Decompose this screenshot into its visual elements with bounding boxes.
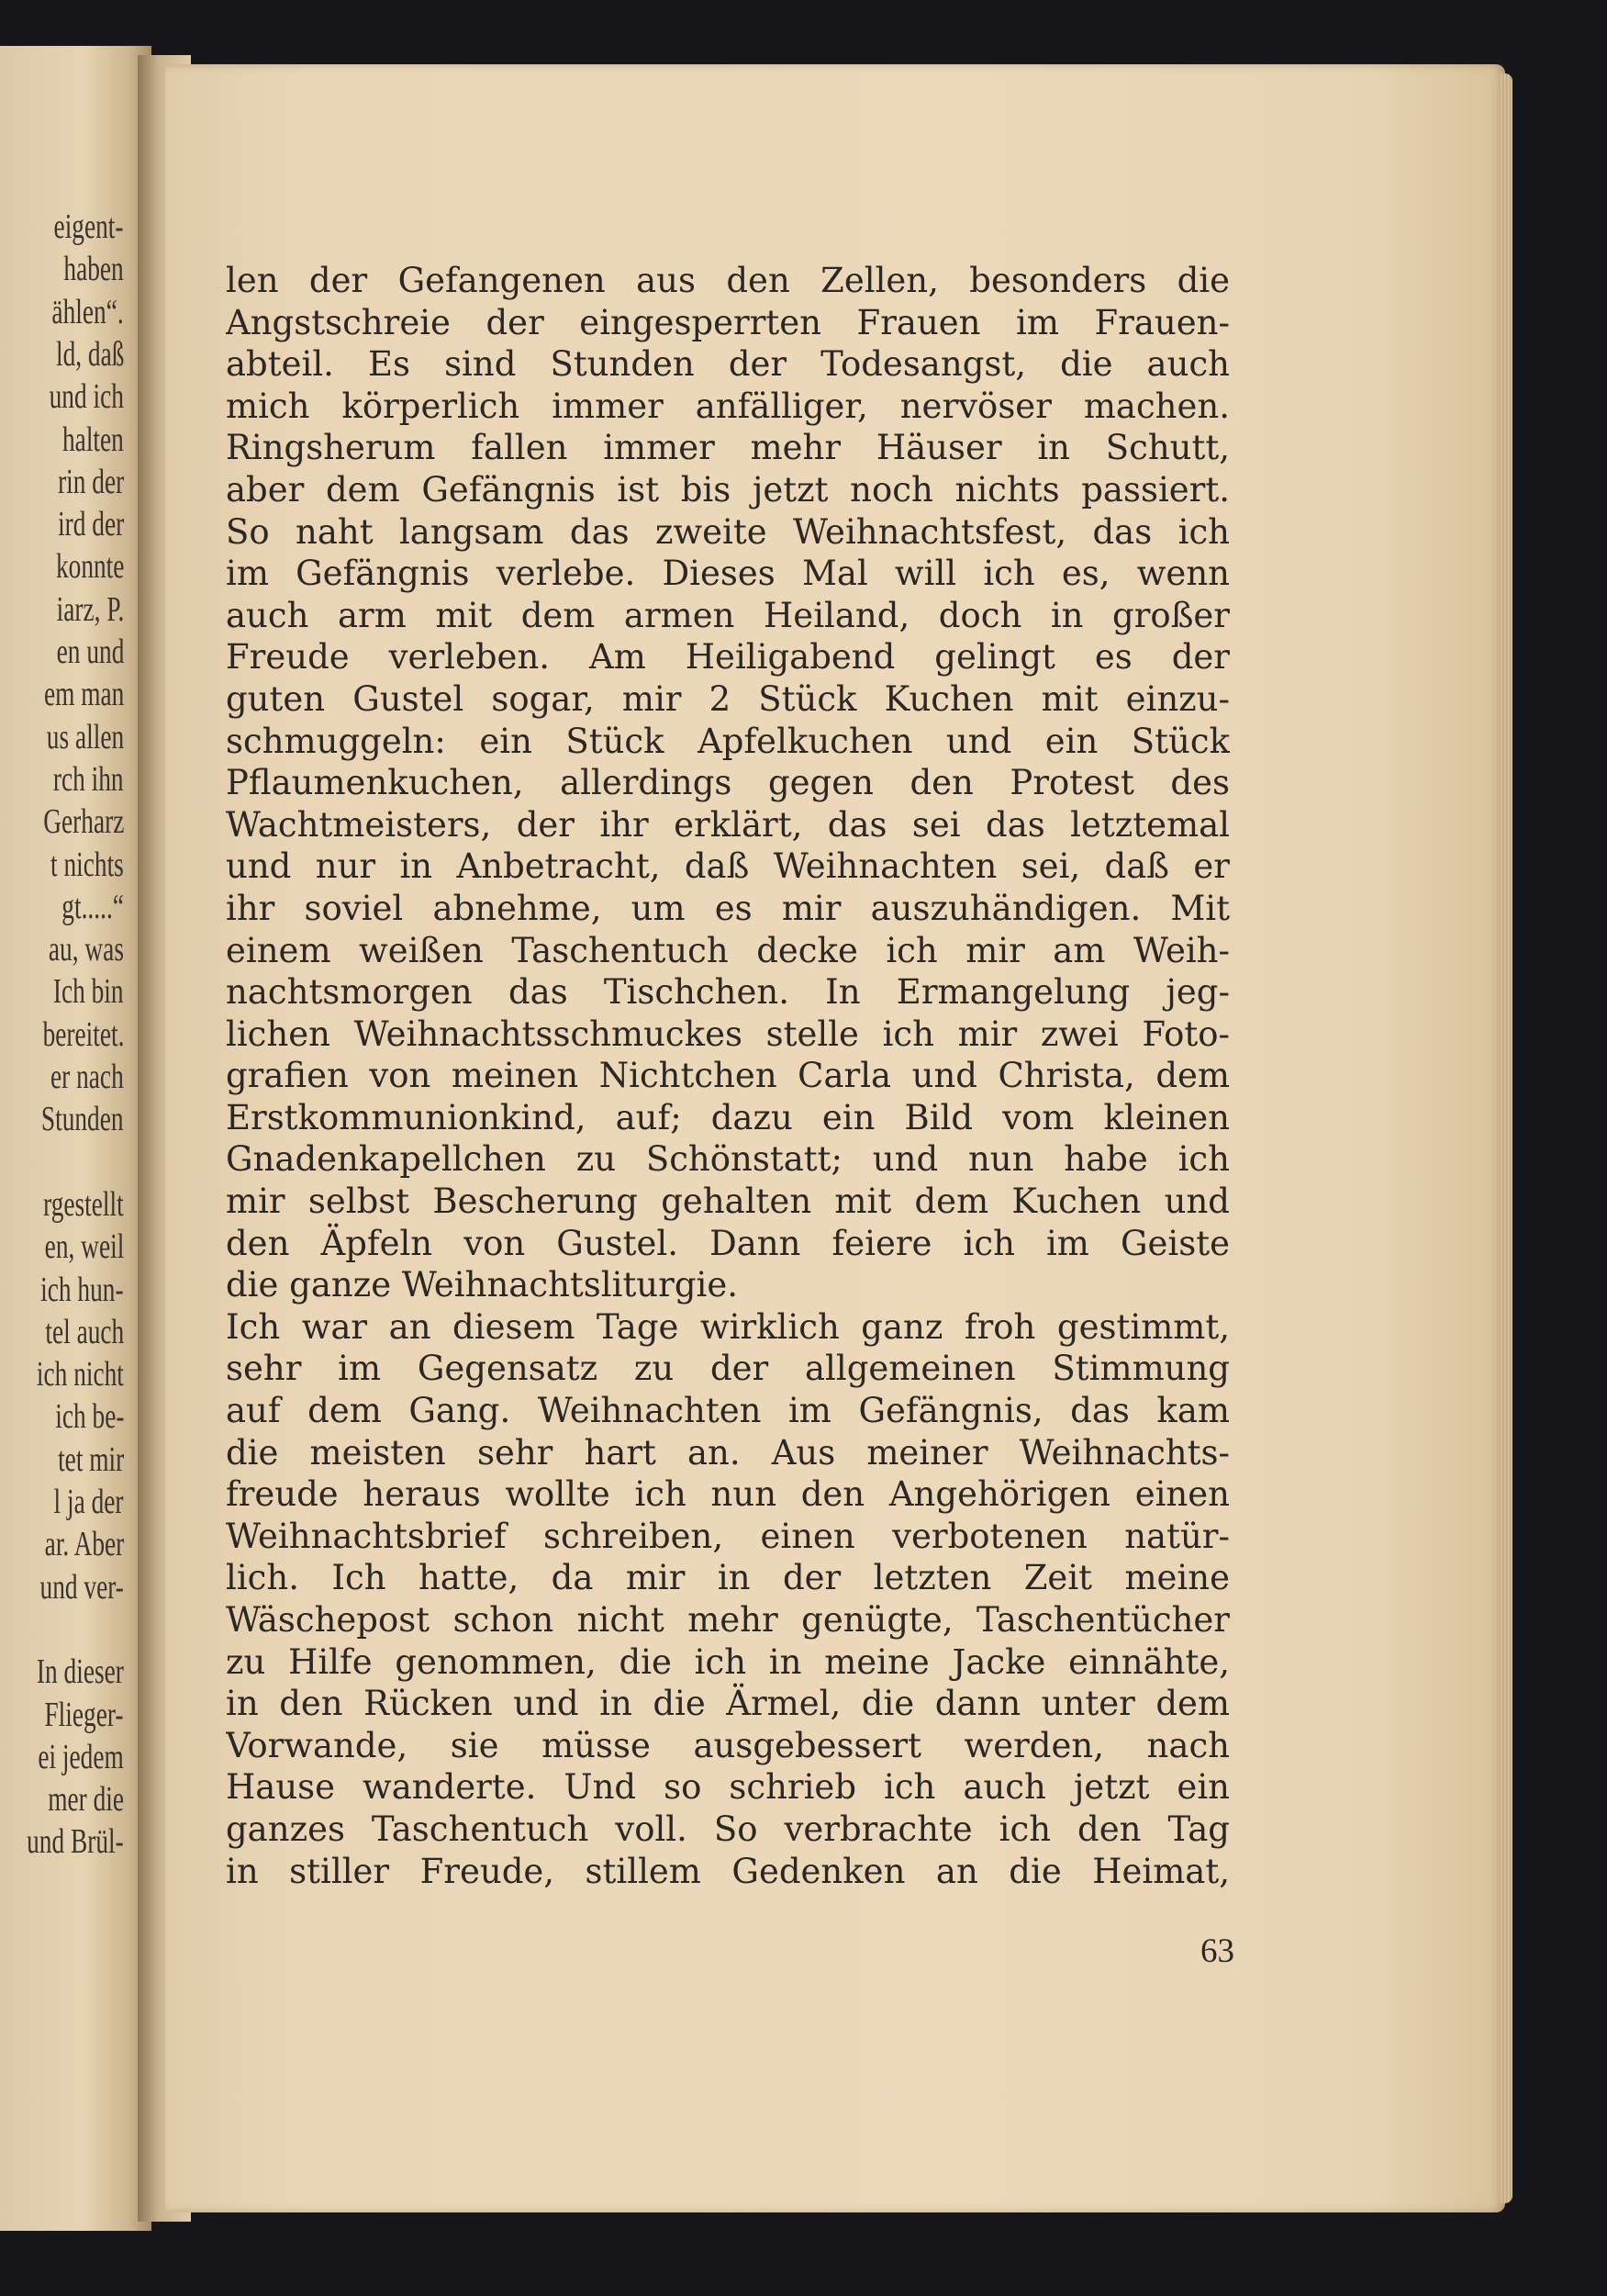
text-line: Ich war an diesem Tage wirklich ganz froh gestimmt, <box>226 1306 1230 1347</box>
facing-page-text-line: halten <box>62 420 124 459</box>
facing-page-text-line: ei jedem <box>38 1737 124 1776</box>
facing-page-text-line: ich hun- <box>40 1270 124 1309</box>
text-line: grafien von meinen Nichtchen Carla und Christa, dem <box>226 1056 1230 1096</box>
text-line: sehr im Gegensatz zu der allgemeinen Stimmung <box>226 1349 1230 1389</box>
facing-page-text-line: In dieser <box>37 1652 124 1692</box>
text-line: lich. Ich hatte, da mir in der letzten Zeit meine <box>226 1558 1230 1598</box>
text-line: Pflaumenkuchen, allerdings gegen den Protest des <box>226 763 1230 803</box>
facing-page-text-line: Stunden <box>41 1100 124 1139</box>
text-line: ganzes Taschentuch voll. So verbrachte ich den Tag <box>226 1809 1230 1849</box>
facing-page-text-line: rin der <box>57 462 124 501</box>
text-line: Wachtmeisters, der ihr erklärt, das sei das letztemal <box>226 804 1230 845</box>
text-line: len der Gefangenen aus den Zellen, besonders die <box>226 261 1230 300</box>
facing-page-text-line: haben <box>63 250 124 289</box>
facing-page-text-line: em man <box>43 675 124 714</box>
text-line: guten Gustel sogar, mir 2 Stück Kuchen mit einzu- <box>226 678 1230 719</box>
text-line: und nur in Anbetracht, daß Weihnachten sei, daß er <box>226 846 1230 887</box>
text-line: auch arm mit dem armen Heiland, doch in großer <box>226 595 1230 635</box>
text-line: die ganze Weihnachtsliturgie. <box>226 1265 738 1305</box>
text-line: in den Rücken und in die Ärmel, die dann unter dem <box>226 1684 1230 1724</box>
facing-page-text-line: rch ihn <box>53 759 124 799</box>
text-line: schmuggeln: ein Stück Apfelkuchen und ein Stück <box>226 721 1230 761</box>
facing-page-text-line: au, was <box>48 930 124 969</box>
page-number: 63 <box>1200 1932 1234 1970</box>
text-line: auf dem Gang. Weihnachten im Gefängnis, das kam <box>226 1391 1230 1431</box>
text-line: zu Hilfe genommen, die ich in meine Jacke einnähte, <box>226 1641 1230 1682</box>
facing-page-text-line: und ver- <box>39 1567 124 1607</box>
facing-page-text-line: ld, daß <box>55 334 124 374</box>
facing-page-text-line: ich nicht <box>37 1355 124 1394</box>
text-line: Wäschepost schon nicht mehr genügte, Taschentücher <box>226 1600 1230 1640</box>
facing-page-text-line: ich be- <box>54 1397 124 1437</box>
facing-page-text-line: us allen <box>46 717 124 756</box>
facing-page-text-line: eigent- <box>54 207 124 246</box>
facing-page-text-line: und Brül- <box>27 1822 124 1862</box>
facing-page-text-line: tel auch <box>45 1312 124 1351</box>
text-line: Angstschreie der eingesperrten Frauen im Frauen- <box>226 302 1230 342</box>
facing-page-text-line: rgestellt <box>43 1184 124 1224</box>
body-text <box>226 260 1230 1892</box>
text-line: Vorwande, sie müsse ausgebessert werden, nach <box>226 1725 1230 1765</box>
page-edge <box>1498 73 1512 2203</box>
facing-page-text-line: tet mir <box>57 1439 124 1479</box>
text-line: ihr soviel abnehme, um es mir auszuhändigen. Mit <box>226 888 1230 928</box>
facing-page-text-line: und ich <box>49 377 124 417</box>
text-line: die meisten sehr hart an. Aus meiner Weihnachts- <box>226 1432 1230 1473</box>
facing-page-text-line: Flieger- <box>44 1695 124 1734</box>
text-line: aber dem Gefängnis ist bis jetzt noch nichts passiert. <box>226 469 1230 510</box>
facing-page-text-line: t nichts <box>50 845 124 884</box>
facing-page-text-line: ar. Aber <box>44 1525 124 1564</box>
text-line: Ringsherum fallen immer mehr Häuser in Schutt, <box>226 428 1230 468</box>
text-line: lichen Weihnachtsschmuckes stelle ich mir zwei Foto- <box>226 1014 1230 1054</box>
facing-page-text-line: gt.....“ <box>61 887 124 926</box>
text-line: abteil. Es sind Stunden der Todesangst, die auch <box>226 344 1230 385</box>
text-line: in stiller Freude, stillem Gedenken an die Heimat, <box>226 1851 1230 1891</box>
text-line: So naht langsam das zweite Weihnachtsfest, das ich <box>226 511 1230 552</box>
facing-page-text-line: Ich bin <box>53 972 124 1012</box>
text-line: Erstkommunionkind, auf; dazu ein Bild vom kleinen <box>226 1097 1230 1137</box>
facing-page-text-line: konnte <box>55 547 124 587</box>
facing-page-text-line: l ja der <box>54 1483 124 1521</box>
facing-page-text-line: en, weil <box>44 1227 124 1267</box>
facing-page-text-line: en und <box>56 633 124 671</box>
facing-page-text-line: Gerharz <box>42 802 124 842</box>
text-line: einem weißen Taschentuch decke ich mir am Weih- <box>226 930 1230 970</box>
text-line: Weihnachtsbrief schreiben, einen verbotenen natür- <box>226 1516 1230 1556</box>
text-line: Gnadenkapellchen zu Schönstatt; und nun habe ich <box>226 1139 1230 1180</box>
text-line: im Gefängnis verlebe. Dieses Mal will ich es, wenn <box>226 554 1230 594</box>
text-line: Hause wanderte. Und so schrieb ich auch jetzt ein <box>226 1767 1230 1808</box>
facing-page-text-line: iarz, P. <box>56 589 124 629</box>
text-line: nachtsmorgen das Tischchen. In Ermangelung jeg- <box>226 972 1230 1013</box>
text-line: mir selbst Bescherung gehalten mit dem Kuchen und <box>226 1182 1230 1222</box>
text-line: mich körperlich immer anfälliger, nervöser machen. <box>226 386 1230 426</box>
left-page <box>0 46 151 2231</box>
facing-page-text-line: er nach <box>50 1058 124 1096</box>
facing-page-text-line: ird der <box>57 505 124 544</box>
facing-page-text-line: ählen“. <box>51 292 124 331</box>
facing-page-text-line: bereitet. <box>42 1014 124 1054</box>
text-line: freude heraus wollte ich nun den Angehörigen einen <box>226 1474 1230 1515</box>
facing-page-text-line: mer die <box>48 1780 124 1820</box>
text-line: den Äpfeln von Gustel. Dann feiere ich im Geiste <box>226 1223 1230 1263</box>
text-line: Freude verleben. Am Heiligabend gelingt es der <box>226 637 1230 678</box>
